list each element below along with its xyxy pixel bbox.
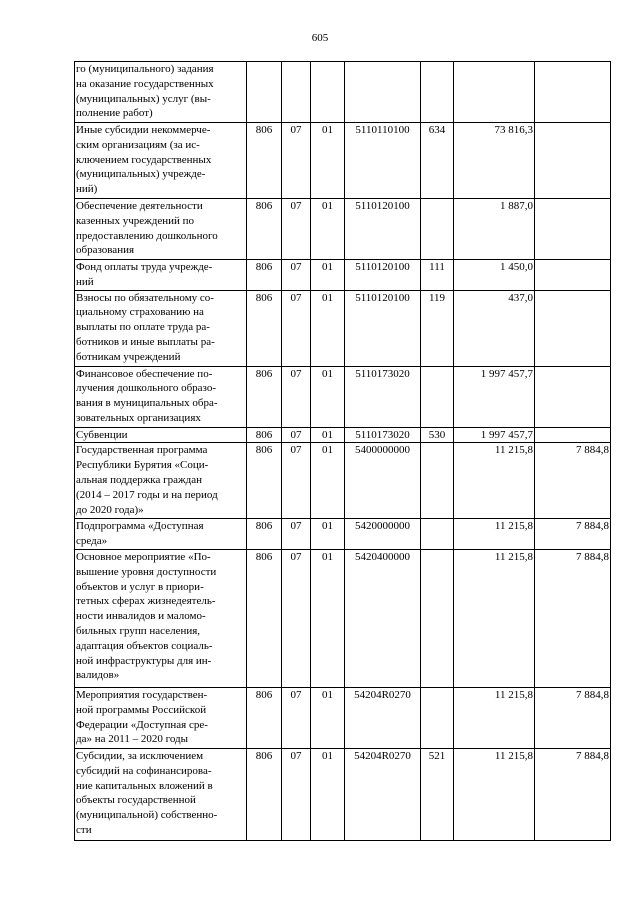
row-vr: 119 <box>421 290 454 366</box>
row-rz: 07 <box>282 366 311 427</box>
row-pr: 01 <box>311 519 345 550</box>
row-csr: 5110173020 <box>345 427 421 443</box>
row-gr: 806 <box>247 748 282 840</box>
row-sum2: 7 884,8 <box>535 687 611 748</box>
row-sum2 <box>535 260 611 291</box>
row-name: Финансовое обеспечение по- лучения дошкольного образо- вания в муниципальных обра- зовательных организациях <box>75 366 247 427</box>
budget-table <box>74 61 611 841</box>
row-vr: 530 <box>421 427 454 443</box>
row-rz: 07 <box>282 443 311 519</box>
row-rz: 07 <box>282 427 311 443</box>
row-pr: 01 <box>311 549 345 687</box>
row-gr <box>247 62 282 123</box>
row-sum2 <box>535 62 611 123</box>
row-vr: 521 <box>421 748 454 840</box>
page-number: 605 <box>311 32 329 44</box>
row-vr <box>421 443 454 519</box>
row-gr: 806 <box>247 427 282 443</box>
row-pr: 01 <box>311 366 345 427</box>
table-row <box>75 549 611 687</box>
row-pr: 01 <box>311 260 345 291</box>
row-gr: 806 <box>247 199 282 260</box>
row-vr <box>421 519 454 550</box>
table-row <box>75 427 611 443</box>
row-vr <box>421 199 454 260</box>
table-row <box>75 290 611 366</box>
row-sum1: 11 215,8 <box>454 549 535 687</box>
row-csr <box>345 62 421 123</box>
row-csr: 5110120100 <box>345 199 421 260</box>
row-sum1: 11 215,8 <box>454 443 535 519</box>
row-gr: 806 <box>247 687 282 748</box>
row-csr: 54204R0270 <box>345 748 421 840</box>
row-gr: 806 <box>247 123 282 199</box>
row-sum1: 1 887,0 <box>454 199 535 260</box>
row-rz: 07 <box>282 199 311 260</box>
table-row <box>75 443 611 519</box>
row-sum2: 7 884,8 <box>535 549 611 687</box>
row-name: Иные субсидии некоммерче- ским организациям (за ис- ключением государственных (муниципальных) учрежде- ний) <box>75 123 247 199</box>
table-row <box>75 687 611 748</box>
row-name: Подпрограмма «Доступная среда» <box>75 519 247 550</box>
row-pr: 01 <box>311 427 345 443</box>
row-csr: 5420000000 <box>345 519 421 550</box>
row-gr: 806 <box>247 290 282 366</box>
row-name: Государственная программа Республики Бурятия «Соци- альная поддержка граждан (2014 – 2017 годы и на период до 2020 года)» <box>75 443 247 519</box>
row-name: Субвенции <box>75 427 247 443</box>
row-vr <box>421 366 454 427</box>
row-gr: 806 <box>247 260 282 291</box>
row-rz <box>282 62 311 123</box>
row-name: Основное мероприятие «По- вышение уровня доступности объектов и услуг в приори- тетных сферах жизнедеятель- ности инвалидов и маломо- бильных групп населения, адаптация объектов социаль- ной инфраструктуры для ин- валидов» <box>75 549 247 687</box>
row-vr: 634 <box>421 123 454 199</box>
row-rz: 07 <box>282 748 311 840</box>
table-row <box>75 199 611 260</box>
row-vr: 111 <box>421 260 454 291</box>
table-row <box>75 260 611 291</box>
row-rz: 07 <box>282 519 311 550</box>
table-row <box>75 62 611 123</box>
row-vr <box>421 687 454 748</box>
row-sum1: 1 997 457,7 <box>454 427 535 443</box>
row-sum2: 7 884,8 <box>535 748 611 840</box>
row-pr: 01 <box>311 443 345 519</box>
row-name: Мероприятия государствен- ной программы Российской Федерации «Доступная сре- да» на 2011 – 2020 годы <box>75 687 247 748</box>
row-csr: 5110120100 <box>345 290 421 366</box>
row-sum1 <box>454 62 535 123</box>
table-body <box>75 62 611 841</box>
table-row <box>75 366 611 427</box>
row-csr: 5400000000 <box>345 443 421 519</box>
row-sum1: 11 215,8 <box>454 519 535 550</box>
row-sum2 <box>535 123 611 199</box>
row-csr: 5110110100 <box>345 123 421 199</box>
row-vr <box>421 62 454 123</box>
row-sum2 <box>535 366 611 427</box>
row-name: Обеспечение деятельности казенных учреждений по предоставлению дошкольного образования <box>75 199 247 260</box>
row-pr: 01 <box>311 199 345 260</box>
row-name: Фонд оплаты труда учрежде- ний <box>75 260 247 291</box>
row-name: го (муниципального) задания на оказание государственных (муниципальных) услуг (вы- полнение работ) <box>75 62 247 123</box>
row-name: Взносы по обязательному со- циальному страхованию на выплаты по оплате труда ра- ботников и иные выплаты ра- ботникам учреждений <box>75 290 247 366</box>
row-sum2 <box>535 290 611 366</box>
row-csr: 54204R0270 <box>345 687 421 748</box>
row-sum2: 7 884,8 <box>535 443 611 519</box>
row-rz: 07 <box>282 260 311 291</box>
row-csr: 5420400000 <box>345 549 421 687</box>
row-pr: 01 <box>311 748 345 840</box>
row-pr: 01 <box>311 123 345 199</box>
row-rz: 07 <box>282 687 311 748</box>
row-pr <box>311 62 345 123</box>
row-sum1: 11 215,8 <box>454 687 535 748</box>
row-csr: 5110120100 <box>345 260 421 291</box>
row-sum1: 1 997 457,7 <box>454 366 535 427</box>
row-rz: 07 <box>282 290 311 366</box>
row-pr: 01 <box>311 687 345 748</box>
row-vr <box>421 549 454 687</box>
row-pr: 01 <box>311 290 345 366</box>
row-sum2: 7 884,8 <box>535 519 611 550</box>
row-gr: 806 <box>247 366 282 427</box>
row-sum1: 437,0 <box>454 290 535 366</box>
row-rz: 07 <box>282 123 311 199</box>
row-name: Субсидии, за исключением субсидий на софинансирова- ние капитальных вложений в объекты государственной (муниципальной) собственно- сти <box>75 748 247 840</box>
row-rz: 07 <box>282 549 311 687</box>
row-gr: 806 <box>247 549 282 687</box>
row-csr: 5110173020 <box>345 366 421 427</box>
row-gr: 806 <box>247 519 282 550</box>
row-sum2 <box>535 427 611 443</box>
table-row <box>75 123 611 199</box>
row-sum1: 73 816,3 <box>454 123 535 199</box>
row-sum1: 11 215,8 <box>454 748 535 840</box>
table-row <box>75 519 611 550</box>
row-gr: 806 <box>247 443 282 519</box>
row-sum2 <box>535 199 611 260</box>
table-row <box>75 748 611 840</box>
row-sum1: 1 450,0 <box>454 260 535 291</box>
